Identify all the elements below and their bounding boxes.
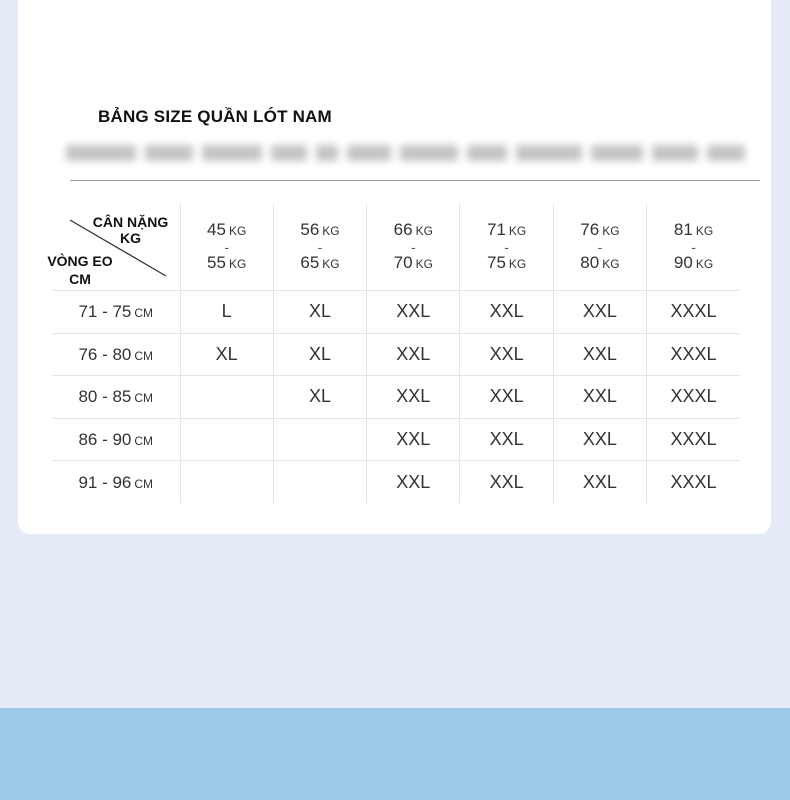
size-cell: XXXL — [647, 461, 740, 503]
size-cell: XXL — [460, 291, 553, 334]
size-cell — [180, 376, 273, 419]
waist-range-cell — [52, 291, 180, 334]
waist-unit: CM — [134, 434, 154, 449]
weight-unit: KG — [695, 224, 714, 238]
size-cell: XXL — [460, 333, 553, 376]
waist-unit: CM — [134, 306, 154, 321]
weight-column-header — [647, 204, 740, 291]
size-cell: XXL — [367, 418, 460, 461]
size-cell: XXL — [367, 461, 460, 503]
weight-column-header — [180, 204, 273, 291]
table-row — [52, 376, 740, 419]
waist-range: 86 - 90 — [78, 430, 132, 450]
waist-range: 91 - 96 — [78, 472, 132, 492]
size-cell — [273, 418, 366, 461]
table-row — [52, 461, 740, 503]
bottom-band — [0, 708, 790, 800]
size-cell: XXL — [367, 376, 460, 419]
size-cell: XXL — [367, 291, 460, 334]
weight-unit: KG — [695, 257, 714, 271]
range-dash: - — [504, 239, 509, 255]
size-cell — [273, 461, 366, 503]
waist-range: 76 - 80 — [78, 344, 132, 364]
size-cell: XXXL — [647, 418, 740, 461]
size-cell: XXXL — [647, 291, 740, 334]
range-dash: - — [691, 239, 696, 255]
weight-min: 76 — [580, 220, 600, 239]
table-header-row — [52, 204, 740, 291]
corner-header — [47, 204, 180, 291]
weight-unit: KG — [322, 257, 340, 271]
size-cell: XXXL — [647, 333, 740, 376]
weight-unit: KG — [415, 257, 433, 271]
weight-min: 81 — [673, 220, 693, 239]
waist-range-cell — [52, 461, 180, 503]
weight-unit: KG — [602, 224, 620, 238]
size-cell: XXL — [367, 333, 460, 376]
weight-label-line2: KG — [120, 230, 141, 246]
weight-max: 90 — [673, 253, 693, 272]
table-row — [52, 418, 740, 461]
size-cell: XXXL — [647, 376, 740, 419]
weight-column-header — [460, 204, 553, 291]
weight-max: 75 — [486, 253, 506, 272]
weight-unit: KG — [415, 224, 433, 238]
waist-unit: CM — [134, 348, 154, 363]
size-cell: XXL — [460, 418, 553, 461]
size-cell: XL — [273, 291, 366, 334]
weight-unit: KG — [228, 257, 247, 271]
weight-min: 71 — [486, 220, 506, 239]
range-dash: - — [597, 239, 603, 255]
weight-unit: KG — [228, 224, 247, 238]
size-cell: L — [180, 291, 273, 334]
weight-min: 45 — [207, 220, 226, 239]
size-cell: XL — [273, 333, 366, 376]
size-cell: XXL — [460, 461, 553, 503]
range-dash: - — [410, 239, 416, 255]
weight-unit: KG — [508, 257, 527, 271]
size-cell — [180, 461, 273, 503]
weight-unit: KG — [322, 224, 340, 238]
weight-min: 66 — [393, 220, 413, 239]
waist-range: 71 - 75 — [78, 302, 132, 322]
size-table — [47, 204, 740, 503]
waist-range-cell — [52, 333, 180, 376]
waist-unit: CM — [134, 476, 154, 491]
weight-unit: KG — [602, 257, 620, 271]
weight-max: 70 — [393, 253, 413, 272]
range-dash: - — [317, 239, 323, 255]
size-cell: XXL — [553, 291, 646, 334]
blurred-subtitle — [66, 136, 758, 170]
size-cell: XL — [180, 333, 273, 376]
waist-label-line2: CM — [69, 271, 91, 287]
size-cell: XXL — [553, 333, 646, 376]
waist-label-line1: VÒNG EO — [47, 253, 113, 269]
size-cell: XXL — [553, 418, 646, 461]
waist-range: 80 - 85 — [78, 387, 132, 407]
weight-column-header — [273, 204, 366, 291]
page-title: BẢNG SIZE QUẦN LÓT NAM — [98, 107, 332, 126]
weight-column-header — [553, 204, 646, 291]
weight-column-header — [367, 204, 460, 291]
weight-min: 56 — [300, 220, 320, 239]
title-divider — [70, 180, 760, 181]
size-cell: XXL — [553, 376, 646, 419]
weight-max: 65 — [300, 253, 320, 272]
waist-range-cell — [52, 376, 180, 419]
weight-axis-label — [83, 214, 178, 246]
size-cell: XXL — [460, 376, 553, 419]
table-row — [52, 291, 740, 334]
size-cell: XL — [273, 376, 366, 419]
weight-unit: KG — [508, 224, 527, 238]
weight-max: 55 — [207, 253, 226, 272]
size-cell — [180, 418, 273, 461]
size-cell: XXL — [553, 461, 646, 503]
waist-range-cell — [52, 418, 180, 461]
waist-unit: CM — [134, 391, 154, 406]
weight-label-line1: CÂN NẶNG — [92, 214, 169, 230]
table-row — [52, 333, 740, 376]
waist-axis-label — [40, 252, 120, 288]
weight-max: 80 — [580, 253, 600, 272]
range-dash: - — [224, 239, 230, 255]
